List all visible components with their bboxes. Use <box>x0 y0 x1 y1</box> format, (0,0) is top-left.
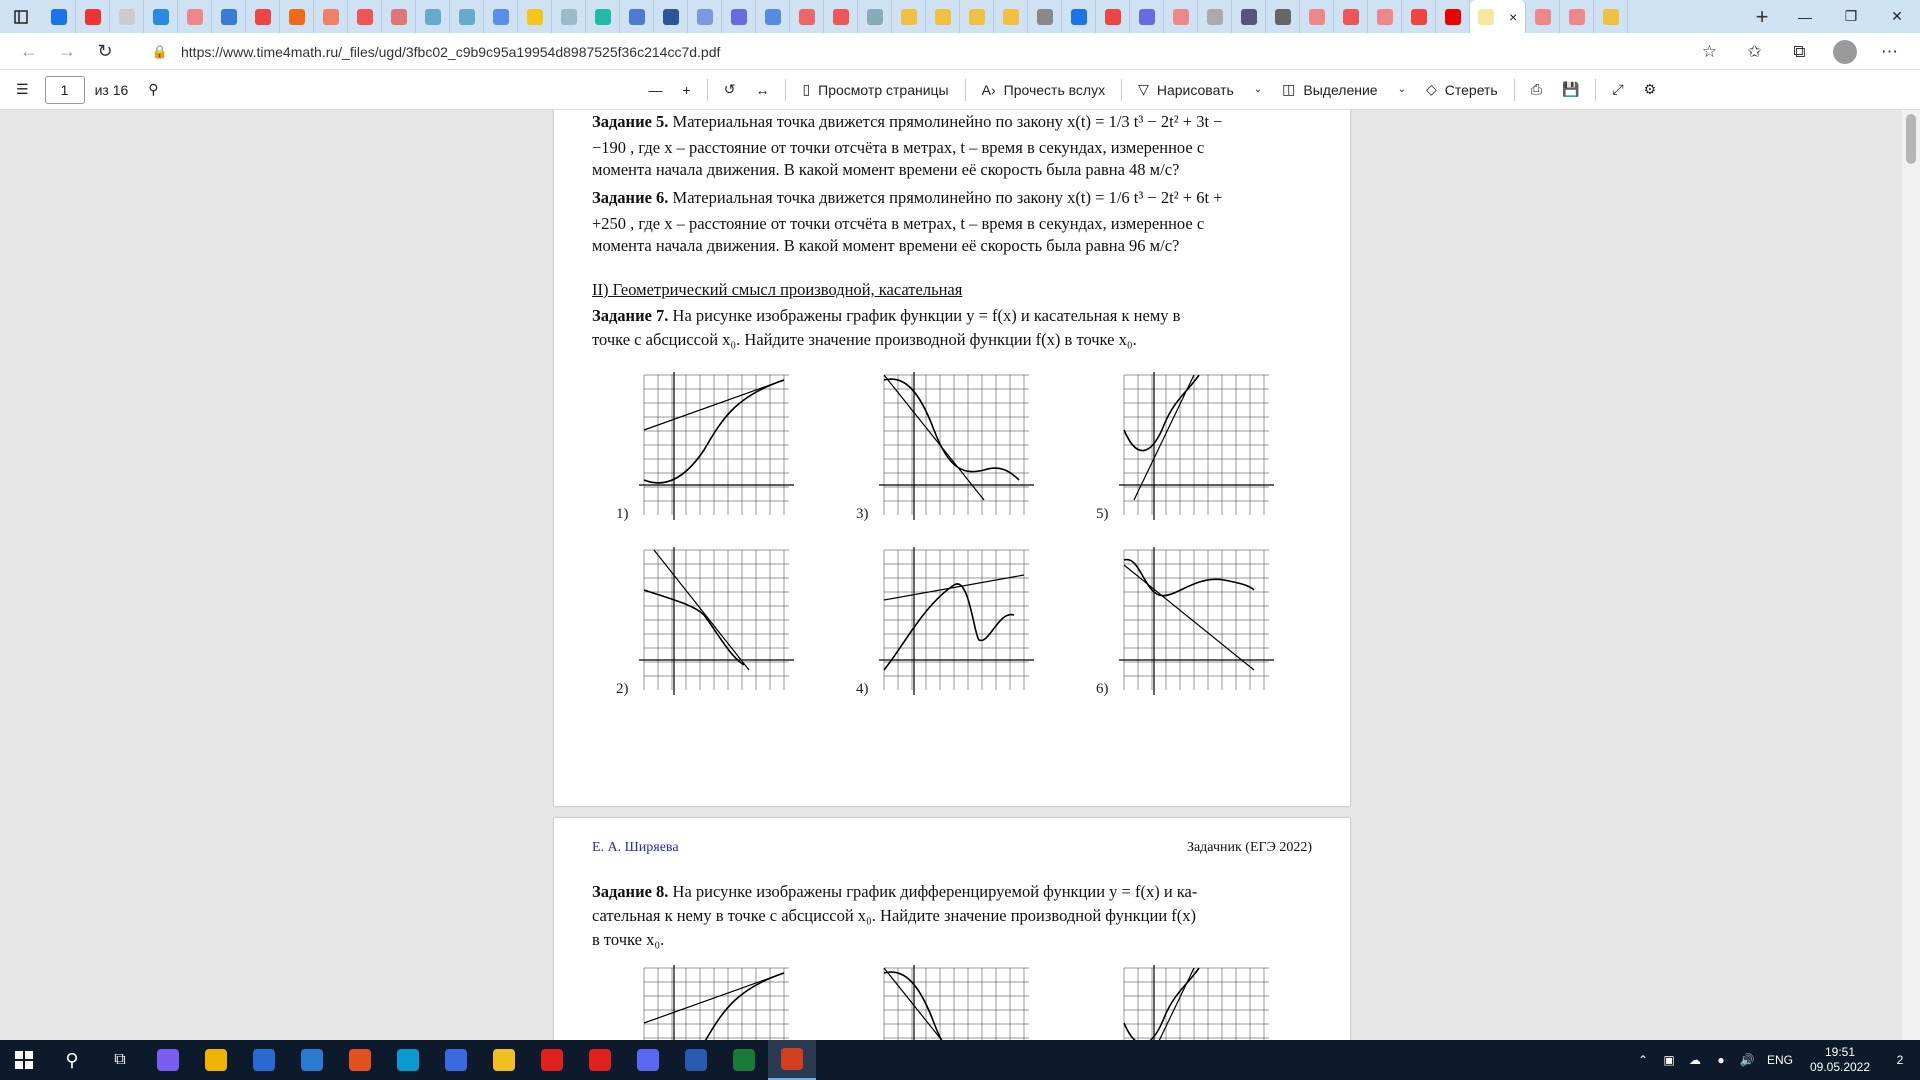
task-text: На рисунке изображены график функции y = f(x) и касательная к нему в <box>672 306 1181 325</box>
search-icon: ⚲ <box>148 81 159 97</box>
graph-label: 5) <box>1096 506 1109 522</box>
section-heading: II) Геометрический смысл производной, касательная <box>592 280 963 299</box>
function-curve <box>884 379 1019 480</box>
browser-tab-active[interactable] <box>1470 0 1526 33</box>
task-title: Задание 6. <box>592 188 669 207</box>
tab-favicon-icon <box>935 9 951 25</box>
print-button[interactable] <box>1521 70 1552 110</box>
tab-favicon-icon <box>425 9 441 25</box>
browser-tab[interactable] <box>1334 0 1368 33</box>
tab-favicon-icon <box>119 9 135 25</box>
tab-favicon-icon <box>833 9 849 25</box>
author-header: Е. А. Ширяева <box>592 840 679 855</box>
plus-icon: + <box>682 81 691 98</box>
browser-tab[interactable] <box>1402 0 1436 33</box>
new-tab-button[interactable]: + <box>1755 3 1769 29</box>
browser-tab[interactable] <box>450 0 484 33</box>
text-line: точке с абсциссой x₀. Найдите значение производной функции f(x) в точке x₀. <box>592 330 1137 349</box>
app-icon <box>589 1049 611 1071</box>
close-window-button[interactable]: ✕ <box>1891 8 1903 24</box>
app-icon <box>397 1049 419 1071</box>
app-icon <box>253 1049 275 1071</box>
browser-tab[interactable] <box>1028 0 1062 33</box>
pdf-favicon-icon <box>1478 9 1494 25</box>
zoom-in-button[interactable] <box>673 70 701 110</box>
highlight-button[interactable] <box>1272 70 1416 110</box>
browser-tab[interactable] <box>892 0 926 33</box>
page-view-button[interactable] <box>792 70 958 110</box>
tab-favicon-icon <box>595 9 611 25</box>
pinned-apps <box>144 1040 816 1080</box>
task-text: Материальная точка движется прямолинейно по закону x(t) = 1/3 t³ − 2t² + 3t − <box>672 112 1223 131</box>
browser-tab[interactable] <box>824 0 858 33</box>
erase-button[interactable] <box>1416 70 1508 110</box>
lock-icon[interactable]: 🔒 <box>151 43 169 59</box>
close-tab-icon[interactable]: × <box>1509 8 1518 25</box>
task-text: Материальная точка движется прямолинейно по закону x(t) = 1/6 t³ − 2t² + 6t + <box>672 188 1223 207</box>
pdf-page <box>554 818 1350 1040</box>
eraser-icon: ◇ <box>1425 81 1437 97</box>
browser-tab[interactable] <box>1266 0 1300 33</box>
browser-tab[interactable] <box>926 0 960 33</box>
tab-favicon-icon <box>1003 9 1019 25</box>
windows-taskbar <box>0 1040 1920 1080</box>
forward-button[interactable]: → <box>58 40 76 61</box>
avatar <box>1833 40 1857 64</box>
browser-tab[interactable] <box>1198 0 1232 33</box>
text-line: момента начала движения. В какой момент времени её скорость была равна 96 м/с? <box>592 236 1180 255</box>
read-aloud-button[interactable] <box>972 70 1115 110</box>
tab-favicon-icon <box>1241 9 1257 25</box>
browser-tab[interactable] <box>314 0 348 33</box>
taskbar-app[interactable] <box>768 1040 816 1080</box>
tab-strip <box>42 0 1742 33</box>
graph-3 <box>874 370 1034 520</box>
app-icon <box>685 1049 707 1071</box>
browser-tab[interactable] <box>756 0 790 33</box>
scrollbar-thumb[interactable] <box>1906 114 1916 164</box>
taskbar-app[interactable] <box>528 1040 576 1080</box>
app-icon <box>157 1049 179 1071</box>
window-controls <box>1782 0 1920 33</box>
favorite-add-icon[interactable]: ☆ <box>1701 41 1718 61</box>
rotate-icon: ↺ <box>723 81 736 97</box>
minus-icon: — <box>648 81 663 98</box>
text-line: в точке x₀. <box>592 930 665 949</box>
tab-favicon-icon <box>51 9 67 25</box>
vertical-scrollbar[interactable] <box>1902 110 1920 1040</box>
browser-tab[interactable] <box>1300 0 1334 33</box>
print-icon: ⎙ <box>1530 81 1542 97</box>
tab-favicon-icon <box>1569 9 1585 25</box>
fit-width-icon: ↔ <box>755 81 770 98</box>
graph-1 <box>634 370 794 520</box>
graph-label: 2) <box>616 681 629 697</box>
text-line: −190 , где x – расстояние от точки отсчёта в метрах, t – время в секундах, измеренное с <box>592 138 1205 157</box>
maximize-button[interactable]: ❐ <box>1844 8 1858 24</box>
task-8 <box>592 880 1312 904</box>
browser-tab[interactable] <box>1368 0 1402 33</box>
browser-actions <box>1687 33 1912 70</box>
save-button[interactable] <box>1552 70 1589 110</box>
text-line: сательная к нему в точке с абсциссой x₀. Найдите значение производной функции f(x) <box>592 906 1197 925</box>
address-bar-row <box>0 33 1920 70</box>
task-6 <box>592 186 1312 210</box>
browser-tab[interactable] <box>1164 0 1198 33</box>
graph-label: 3) <box>856 506 869 522</box>
browser-tab-bar <box>0 0 1920 33</box>
text-line: момента начала движения. В какой момент времени её скорость была равна 48 м/с? <box>592 160 1180 179</box>
task-title: Задание 5. <box>592 112 669 131</box>
tab-favicon-icon <box>391 9 407 25</box>
profile-button[interactable] <box>1822 40 1867 64</box>
graph-6 <box>1114 545 1274 695</box>
chevron-up-icon[interactable]: ⌃ <box>1637 1053 1649 1067</box>
pdf-page <box>554 110 1350 806</box>
browser-tab[interactable] <box>722 0 756 33</box>
graph-8-2 <box>874 963 1034 1040</box>
volume-icon[interactable]: 🔊 <box>1739 1053 1755 1067</box>
browser-tab[interactable] <box>586 0 620 33</box>
tab-favicon-icon <box>867 9 883 25</box>
system-tray <box>1630 1040 1920 1080</box>
tab-favicon-icon <box>1275 9 1291 25</box>
graph-8-3 <box>1114 963 1274 1040</box>
tab-favicon-icon <box>731 9 747 25</box>
mic-icon[interactable]: ● <box>1717 1053 1725 1067</box>
erase-label: Стереть <box>1444 81 1498 98</box>
function-curve <box>1124 560 1254 596</box>
highlight-icon: ◫ <box>1282 81 1296 97</box>
task-7 <box>592 304 1312 328</box>
read-aloud-icon: A› <box>981 81 996 98</box>
browser-tab[interactable] <box>144 0 178 33</box>
browser-tab[interactable] <box>620 0 654 33</box>
tab-favicon-icon <box>221 9 237 25</box>
tab-actions-menu[interactable] <box>0 0 42 33</box>
tangent-line <box>1134 375 1194 500</box>
tangent-line <box>1124 565 1254 670</box>
page-number-value: 1 <box>60 81 69 98</box>
chevron-down-icon: ⌄ <box>1253 84 1263 95</box>
tab-favicon-icon <box>255 9 271 25</box>
tab-favicon-icon <box>1037 9 1053 25</box>
tab-favicon-icon <box>901 9 917 25</box>
url-text: https://www.time4math.ru/_files/ugd/3fbc02_c9b9c95a19954d8987525f36c214cc7d.pdf <box>181 43 721 60</box>
taskbar-app[interactable] <box>384 1040 432 1080</box>
browser-tab[interactable] <box>246 0 280 33</box>
browser-tab[interactable] <box>1436 0 1470 33</box>
browser-tab[interactable] <box>688 0 722 33</box>
function-curve <box>1124 968 1199 1040</box>
date: 09.05.2022 <box>1809 1060 1871 1074</box>
tab-favicon-icon <box>765 9 781 25</box>
tab-favicon-icon <box>357 9 373 25</box>
taskbar-app[interactable] <box>480 1040 528 1080</box>
list-icon: ☰ <box>16 81 29 97</box>
browser-tab[interactable] <box>1560 0 1594 33</box>
taskbar-app[interactable] <box>432 1040 480 1080</box>
taskbar-app[interactable] <box>288 1040 336 1080</box>
browser-tab[interactable] <box>212 0 246 33</box>
back-button[interactable]: ← <box>20 40 38 61</box>
browser-tab[interactable] <box>1096 0 1130 33</box>
pdf-viewer[interactable] <box>0 110 1920 1040</box>
app-icon <box>637 1049 659 1071</box>
task-view-button[interactable] <box>96 1040 144 1080</box>
browser-tab[interactable] <box>1062 0 1096 33</box>
graph-label: 1) <box>616 506 629 522</box>
minimize-button[interactable]: — <box>1798 8 1812 25</box>
task-view-icon: ⧉ <box>114 1051 126 1068</box>
taskbar-app[interactable] <box>576 1040 624 1080</box>
browser-tab[interactable] <box>654 0 688 33</box>
expand-icon: ⤢ <box>1612 81 1624 97</box>
browser-tab[interactable] <box>348 0 382 33</box>
draw-button[interactable] <box>1128 70 1272 110</box>
tangent-line <box>884 968 984 1040</box>
tangent-line <box>654 550 749 670</box>
task-5 <box>592 110 1312 134</box>
draw-icon: ▽ <box>1138 81 1149 97</box>
network-icon[interactable]: ▣ <box>1663 1053 1675 1067</box>
browser-tab[interactable] <box>858 0 892 33</box>
page-total: из 16 <box>94 81 129 98</box>
browser-tab[interactable] <box>1594 0 1628 33</box>
browser-tab[interactable] <box>960 0 994 33</box>
tab-favicon-icon <box>289 9 305 25</box>
tab-favicon-icon <box>493 9 509 25</box>
favorites-icon[interactable]: ✩ <box>1747 41 1762 61</box>
cloud-icon[interactable]: ☁ <box>1689 1053 1701 1067</box>
refresh-button[interactable]: ↻ <box>97 40 113 61</box>
save-icon: 💾 <box>1561 81 1580 97</box>
notification-count: 2 <box>1896 1053 1904 1067</box>
browser-tab[interactable] <box>484 0 518 33</box>
graph-2 <box>634 545 794 695</box>
task-title: Задание 8. <box>592 882 669 901</box>
taskbar-app[interactable] <box>192 1040 240 1080</box>
page-number-input[interactable] <box>45 76 85 104</box>
notifications-button[interactable] <box>1880 1053 1920 1067</box>
app-icon <box>781 1048 803 1070</box>
tab-favicon-icon <box>1071 9 1087 25</box>
app-icon <box>733 1049 755 1071</box>
draw-label: Нарисовать <box>1156 81 1234 98</box>
settings-button[interactable] <box>1634 70 1667 110</box>
browser-tab[interactable] <box>280 0 314 33</box>
app-icon <box>541 1049 563 1071</box>
task-text: На рисунке изображены график дифференцируемой функции y = f(x) и ка- <box>672 882 1198 901</box>
browser-tab[interactable] <box>382 0 416 33</box>
tab-favicon-icon <box>527 9 543 25</box>
function-curve <box>1124 375 1199 451</box>
lang-indicator[interactable]: ENG <box>1766 1053 1793 1067</box>
tab-actions-icon <box>14 10 28 24</box>
taskbar-app[interactable] <box>336 1040 384 1080</box>
tab-favicon-icon <box>187 9 203 25</box>
graph-5 <box>1114 370 1274 520</box>
browser-tab[interactable] <box>552 0 586 33</box>
app-icon <box>349 1049 371 1071</box>
tab-favicon-icon <box>561 9 577 25</box>
tab-favicon-icon <box>1445 9 1461 25</box>
taskbar-app[interactable] <box>720 1040 768 1080</box>
task-title: Задание 7. <box>592 306 669 325</box>
tab-favicon-icon <box>1603 9 1619 25</box>
browser-tab[interactable] <box>178 0 212 33</box>
tab-favicon-icon <box>697 9 713 25</box>
browser-tab[interactable] <box>110 0 144 33</box>
graph-label: 6) <box>1096 681 1109 697</box>
fullscreen-button[interactable] <box>1602 70 1633 110</box>
pdf-toolbar <box>0 70 1920 110</box>
browser-tab[interactable] <box>42 0 76 33</box>
function-curve <box>884 972 1019 1040</box>
tab-favicon-icon <box>1139 9 1155 25</box>
search-button[interactable] <box>138 70 168 110</box>
tab-favicon-icon <box>1535 9 1551 25</box>
search-icon: ⚲ <box>65 1049 79 1070</box>
taskbar-app[interactable] <box>624 1040 672 1080</box>
app-icon <box>445 1049 467 1071</box>
rotate-button[interactable] <box>714 70 746 110</box>
graph-8-1 <box>634 963 794 1040</box>
app-icon <box>493 1049 515 1071</box>
graph-label: 4) <box>856 681 869 697</box>
browser-tab[interactable] <box>790 0 824 33</box>
tab-favicon-icon <box>459 9 475 25</box>
tab-favicon-icon <box>663 9 679 25</box>
search-button[interactable] <box>48 1040 96 1080</box>
tab-favicon-icon <box>629 9 645 25</box>
tangent-line <box>884 375 984 500</box>
gear-icon: ⚙ <box>1643 81 1657 97</box>
browser-tab[interactable] <box>994 0 1028 33</box>
browser-tab[interactable] <box>416 0 450 33</box>
clock[interactable] <box>1800 1045 1880 1075</box>
app-icon <box>205 1049 227 1071</box>
tab-favicon-icon <box>1173 9 1189 25</box>
tab-favicon-icon <box>1377 9 1393 25</box>
taskbar-app[interactable] <box>672 1040 720 1080</box>
browser-tab[interactable] <box>76 0 110 33</box>
start-button[interactable] <box>0 1040 48 1080</box>
tab-favicon-icon <box>1343 9 1359 25</box>
text-line: +250 , где x – расстояние от точки отсчёта в метрах, t – время в секундах, измеренное с <box>592 214 1205 233</box>
read-aloud-label: Прочесть вслух <box>1003 81 1106 98</box>
tab-favicon-icon <box>1309 9 1325 25</box>
fit-page-button[interactable] <box>745 70 779 110</box>
time: 19:51 <box>1824 1045 1856 1059</box>
browser-tab[interactable] <box>1232 0 1266 33</box>
page-view-icon: ▯ <box>802 81 811 97</box>
highlight-label: Выделение <box>1303 81 1378 98</box>
browser-tab[interactable] <box>518 0 552 33</box>
tab-favicon-icon <box>1207 9 1223 25</box>
tab-favicon-icon <box>1105 9 1121 25</box>
tab-favicon-icon <box>799 9 815 25</box>
taskbar-app[interactable] <box>144 1040 192 1080</box>
app-icon <box>301 1049 323 1071</box>
more-menu-icon[interactable]: ⋯ <box>1881 41 1898 61</box>
chevron-down-icon: ⌄ <box>1397 84 1406 95</box>
graph-4 <box>874 545 1034 695</box>
contents-button[interactable] <box>6 70 39 110</box>
collections-icon[interactable]: ⧉ <box>1793 41 1806 61</box>
tab-favicon-icon <box>153 9 169 25</box>
browser-tab[interactable] <box>1130 0 1164 33</box>
windows-icon <box>15 1051 33 1069</box>
tab-favicon-icon <box>969 9 985 25</box>
tangent-line <box>1134 968 1194 1040</box>
tab-favicon-icon <box>1411 9 1427 25</box>
tab-favicon-icon <box>323 9 339 25</box>
zoom-out-button[interactable] <box>639 70 673 110</box>
tab-favicon-icon <box>85 9 101 25</box>
book-header: Задачник (ЕГЭ 2022) <box>1186 840 1312 855</box>
address-field[interactable] <box>145 37 1745 66</box>
browser-tab[interactable] <box>1526 0 1560 33</box>
page-view-label: Просмотр страницы <box>818 81 949 98</box>
taskbar-app[interactable] <box>240 1040 288 1080</box>
